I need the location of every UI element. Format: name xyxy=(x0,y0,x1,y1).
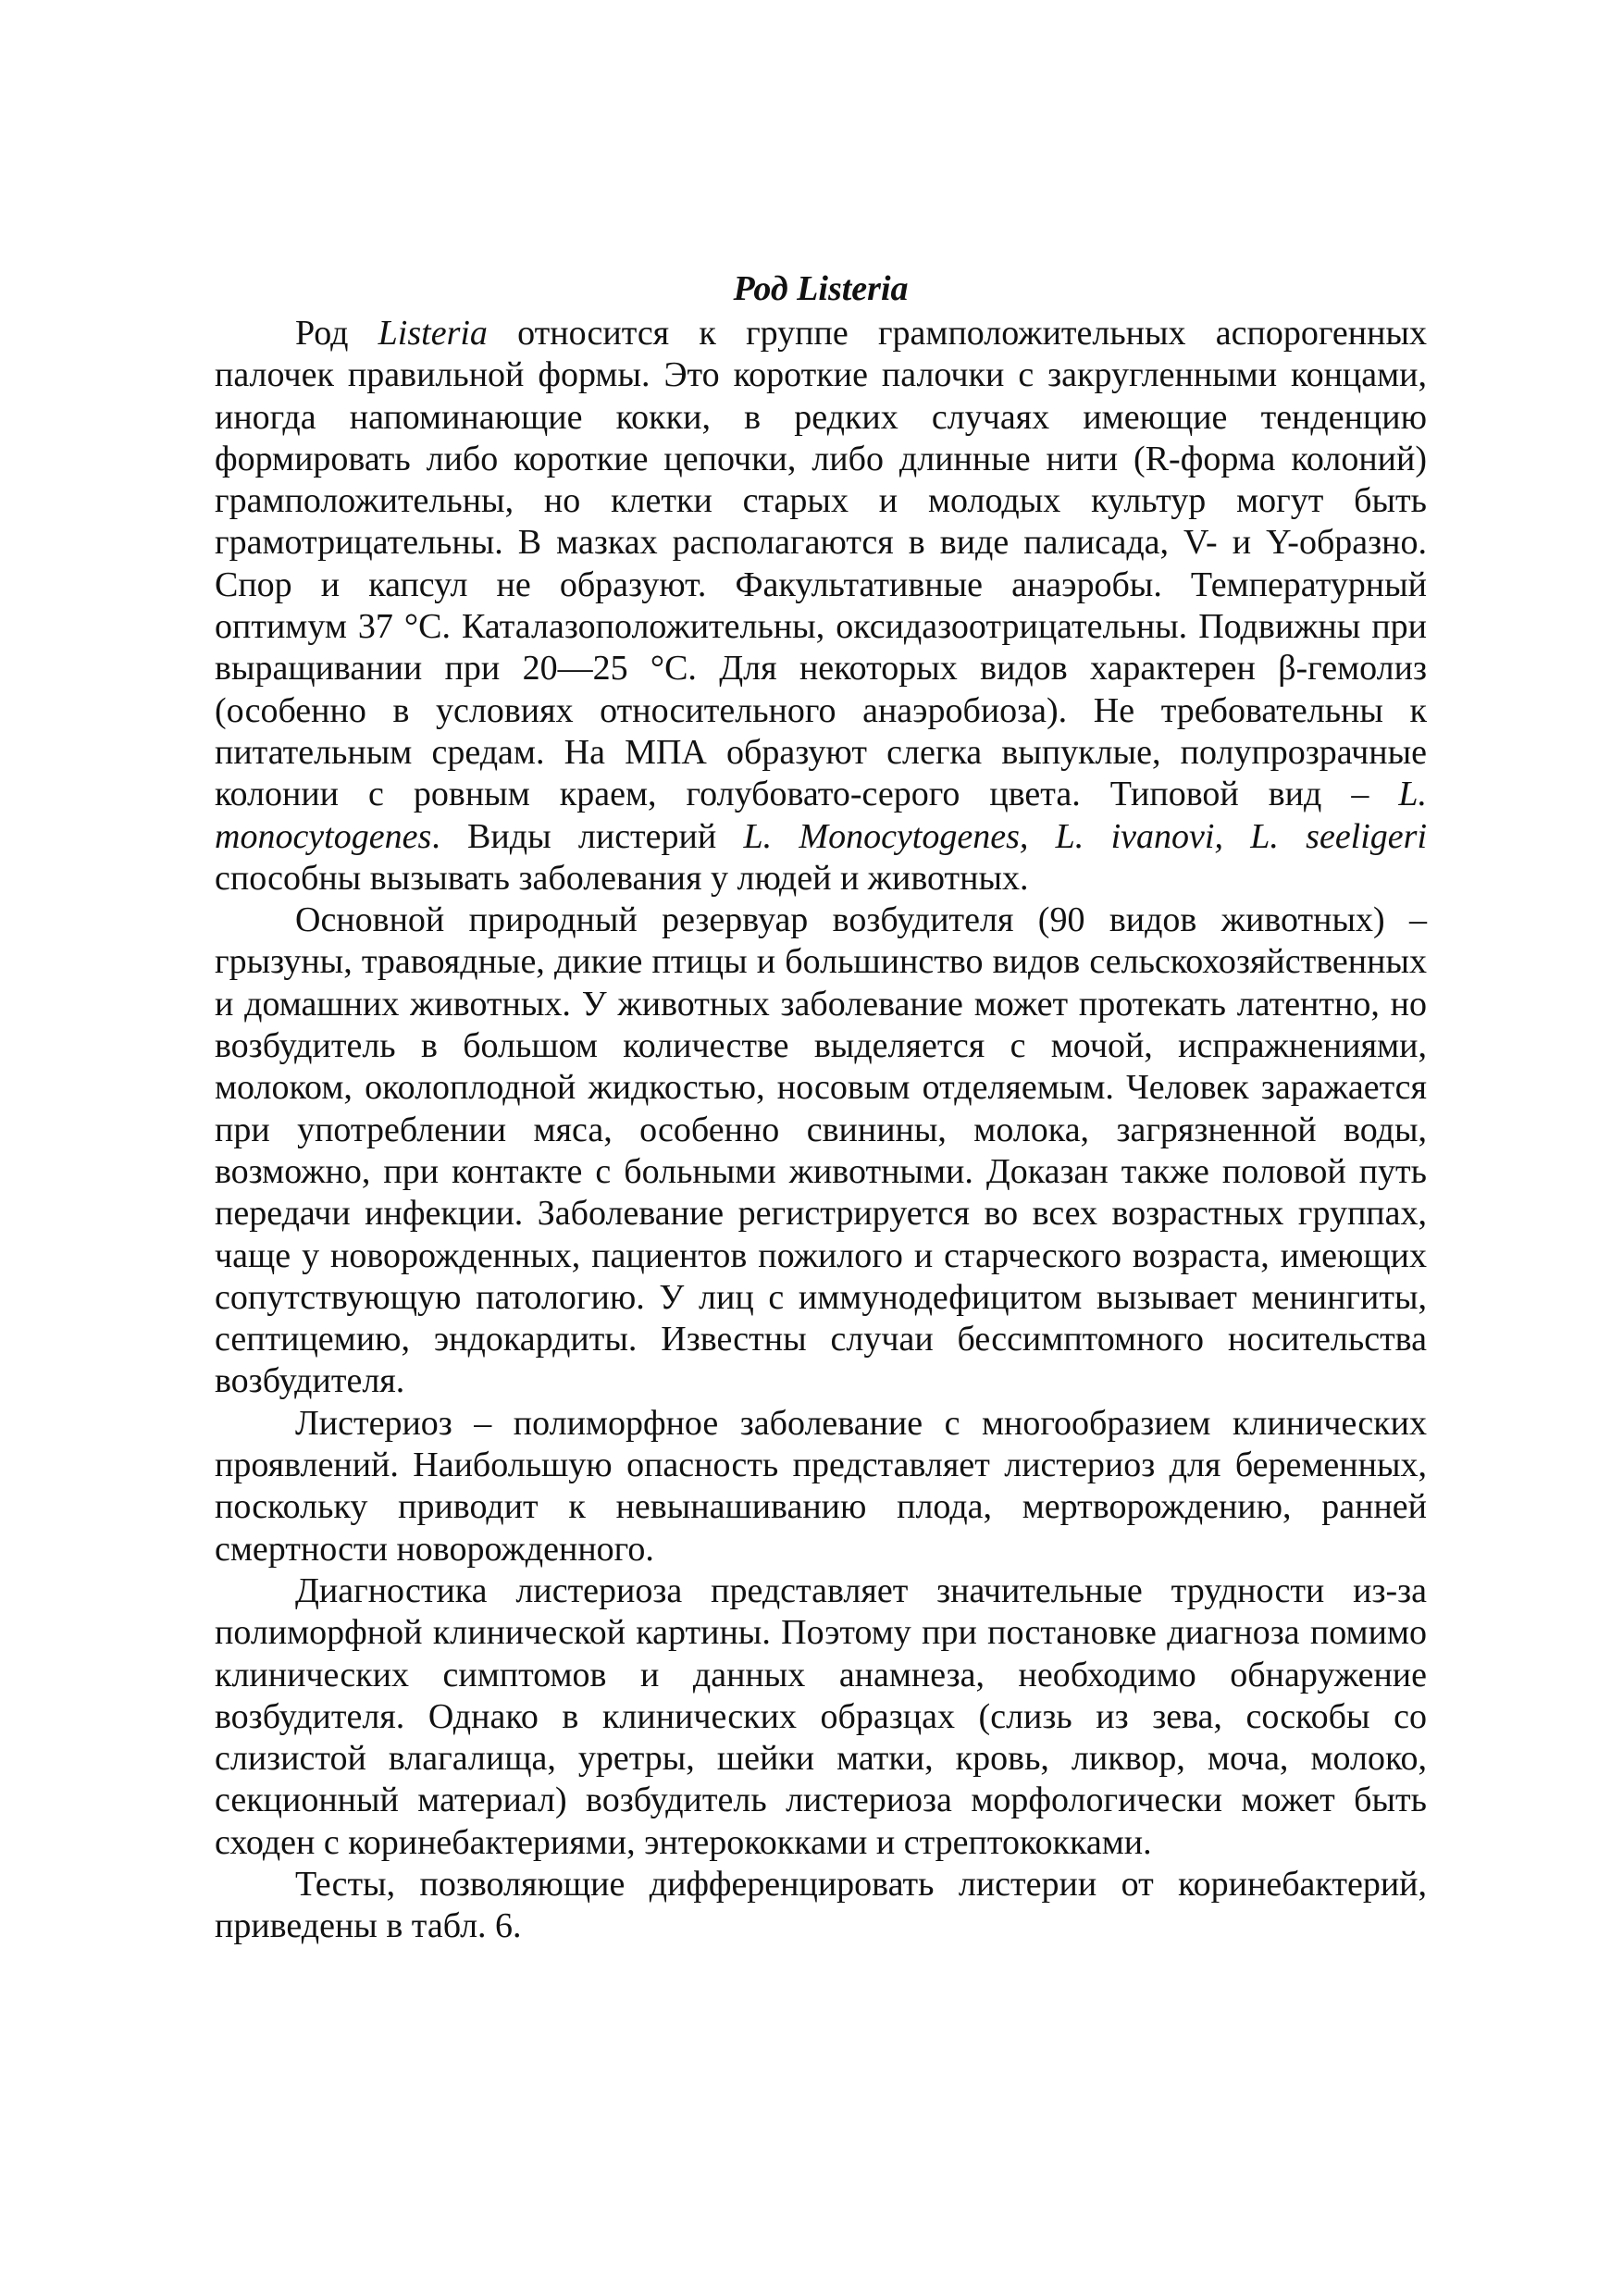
paragraph-tests xyxy=(215,1864,1427,1948)
text-segment-italic: Listeria xyxy=(378,314,488,353)
document-page xyxy=(215,268,1427,1948)
paragraph-reservoir xyxy=(215,900,1427,1403)
text-segment: Род xyxy=(295,314,378,353)
section-title: Род Listeria xyxy=(733,269,909,308)
text-segment: Тесты, позволяющие дифференцировать листерии от коринебактерий, приведены в табл. 6. xyxy=(215,1864,1427,1946)
text-segment-italic: L. monocytogenes xyxy=(215,775,1427,856)
text-segment: Листериоз – полиморфное заболевание с многообразием клинических проявлений. Наибольшую опасность представляет листериоз для беременных, поскольку приводит к невынашиванию плода, мертворождению, ранней смертности новорожденного. xyxy=(215,1403,1427,1569)
text-segment: Диагностика листериоза представляет значительные трудности из-за полиморфной клинической картины. Поэтому при постановке диагноза помимо клинических симптомов и данных анамнеза, необходимо обнаружение возбудителя. Однако в клинических образцах (слизь из зева, соскобы со слизистой влагалища, уретры, шейки матки, кровь, ликвор, моча, молоко, секционный материал) возбудитель листериоза морфологически может быть сходен с коринебактериями, энтерококками и стрептококками. xyxy=(215,1570,1427,1862)
text-segment: способны вызывать заболевания у людей и животных. xyxy=(215,858,1029,898)
text-segment-italic: L. Monocytogenes, L. ivanovi, L. seeligeri xyxy=(743,816,1428,856)
text-segment: . Виды листерий xyxy=(431,816,744,856)
paragraph-diagnostics xyxy=(215,1570,1427,1864)
text-segment: Основной природный резервуар возбудителя (90 видов животных) – грызуны, травоядные, дикие птицы и большинство видов сельскохозяйственных и домашних животных. У животных заболевание может протекать латентно, но возбудитель в большом количестве выделяется с мочой, испражнениями, молоком, околоплодной жидкостью, носовым отделяемым. Человек заражается при употреблении мяса, особенно свинины, молока, загрязненной воды, возможно, при контакте с больными животными. Доказан также половой путь передачи инфекции. Заболевание регистрируется во всех возрастных группах, чаще у новорожденных, пациентов пожилого и старческого возраста, имеющих сопутствующую патологию. У лиц с иммунодефицитом вызывает менингиты, септицемию, эндокардиты. Известны случаи бессимптомного носительства возбудителя. xyxy=(215,900,1427,1401)
paragraph-genus-description xyxy=(215,313,1427,900)
paragraph-listeriosis xyxy=(215,1403,1427,1570)
text-segment: относится к группе грамположительных аспорогенных палочек правильной формы. Это короткие палочки с закругленными концами, иногда напоминающие кокки, в редких случаях имеющие тенденцию формировать либо короткие цепочки, либо длинные нити (R-форма колоний) грамположительны, но клетки старых и молодых культур могут быть грамотрицательны. В мазках располагаются в виде палисада, V- и Y-образно. Спор и капсул не образуют. Факультативные анаэробы. Температурный оптимум 37 °С. Каталазоположительны, оксидазоотрицательны. Подвижны при выращивании при 20—25 °С. Для некоторых видов характерен β-гемолиз (особенно в условиях относительного анаэробиоза). Не требовательны к питательным средам. На МПА образуют слегка выпуклые, полупрозрачные колонии с ровным краем, голубовато-серого цвета. Типовой вид – xyxy=(215,314,1427,814)
